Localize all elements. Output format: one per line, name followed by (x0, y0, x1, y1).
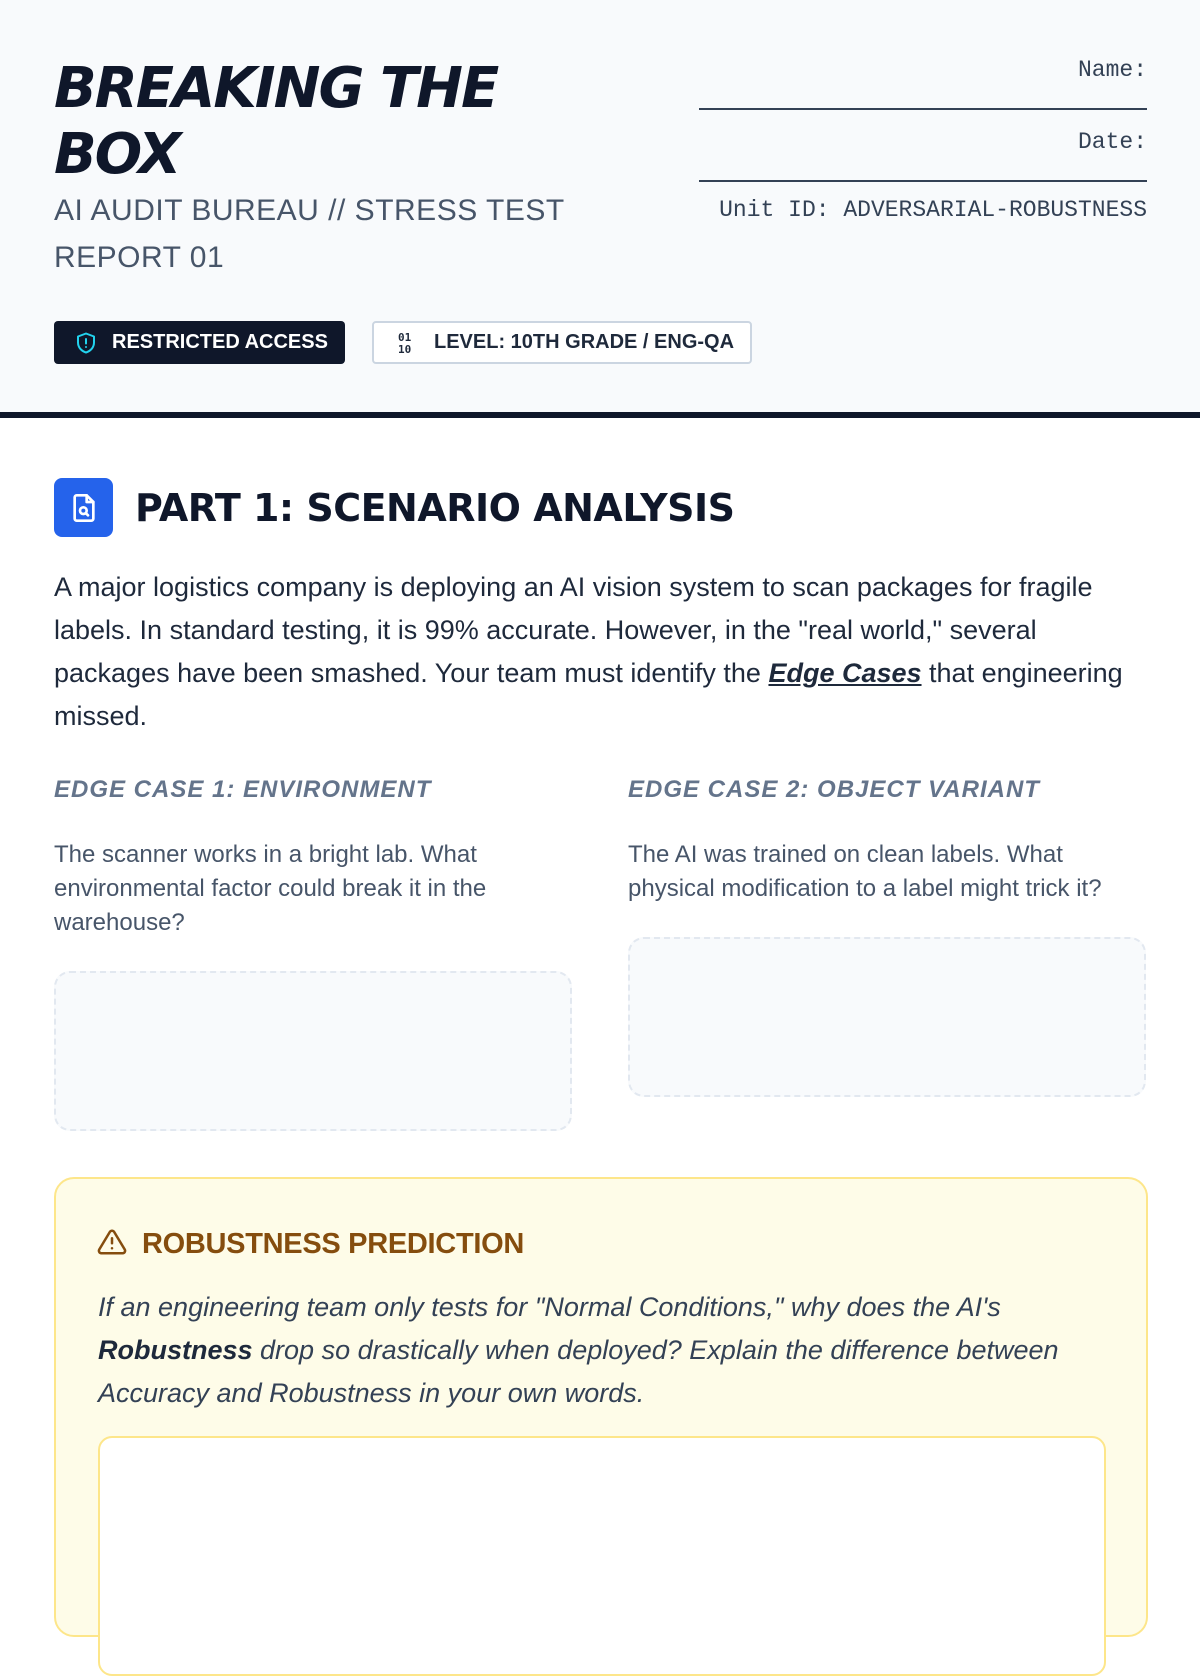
edge-case-1-answer-box[interactable] (54, 971, 572, 1131)
edge-case-1 (54, 776, 572, 1131)
robustness-prediction-panel (54, 1177, 1148, 1637)
warning-icon (96, 1227, 128, 1262)
level-badge (372, 321, 752, 364)
prediction-text-start: If an engineering team only tests for "Normal Conditions," why does the AI's (98, 1292, 1001, 1322)
report-header (0, 0, 1200, 418)
restricted-access-label: RESTRICTED ACCESS (112, 331, 328, 353)
edge-case-1-question: The scanner works in a bright lab. What environmental factor could break it in the warehouse? (54, 841, 487, 936)
document-search-icon (54, 478, 113, 537)
robustness-term: Robustness (98, 1335, 253, 1365)
report-subtitle: AI AUDIT BUREAU // STRESS TEST REPORT 01 (54, 194, 565, 274)
part1-heading (54, 478, 735, 537)
prediction-text-end: drop so drastically when deployed? Explain the difference between Accuracy and Robustness in your own words. (98, 1335, 1059, 1408)
intro-text-start: A major logistics company is deploying an AI vision system to scan packages for fragile labels. In standard testing, it is 99% accurate. However, in the "real world," several packages have been smashed. Your team must identify the (54, 572, 1093, 688)
level-label: LEVEL: 10TH GRADE / ENG-QA (434, 331, 735, 353)
prediction-title: ROBUSTNESS PREDICTION (142, 1228, 525, 1260)
edge-case-1-title: EDGE CASE 1: ENVIRONMENT (54, 776, 432, 803)
badge-row (54, 321, 752, 364)
prediction-question (98, 1286, 1108, 1415)
restricted-access-badge (54, 321, 345, 364)
date-field[interactable] (699, 127, 1147, 182)
intro-text-end: that engineering missed. (54, 658, 1123, 731)
svg-text:10: 10 (398, 342, 412, 355)
binary-icon (398, 331, 420, 355)
date-label: Date: (1077, 129, 1147, 155)
student-info (699, 55, 1147, 223)
edge-case-2-question: The AI was trained on clean labels. What physical modification to a label might trick it? (628, 841, 1102, 902)
edge-case-2-answer-box[interactable] (628, 937, 1146, 1097)
scenario-intro (54, 566, 1154, 738)
report-title: BREAKING THE BOX (54, 56, 498, 187)
prediction-answer-box[interactable] (98, 1436, 1106, 1676)
part1-title: PART 1: SCENARIO ANALYSIS (135, 485, 735, 530)
shield-icon (74, 331, 98, 355)
unit-id: Unit ID: ADVERSARIAL-ROBUSTNESS (719, 197, 1147, 223)
edge-case-2-title: EDGE CASE 2: OBJECT VARIANT (628, 776, 1040, 803)
edge-cases-term: Edge Cases (768, 658, 922, 688)
prediction-heading (96, 1227, 524, 1262)
name-field[interactable] (699, 55, 1147, 110)
name-label: Name: (1077, 57, 1147, 83)
svg-text:01: 01 (398, 330, 412, 344)
edge-case-2 (628, 776, 1146, 1097)
